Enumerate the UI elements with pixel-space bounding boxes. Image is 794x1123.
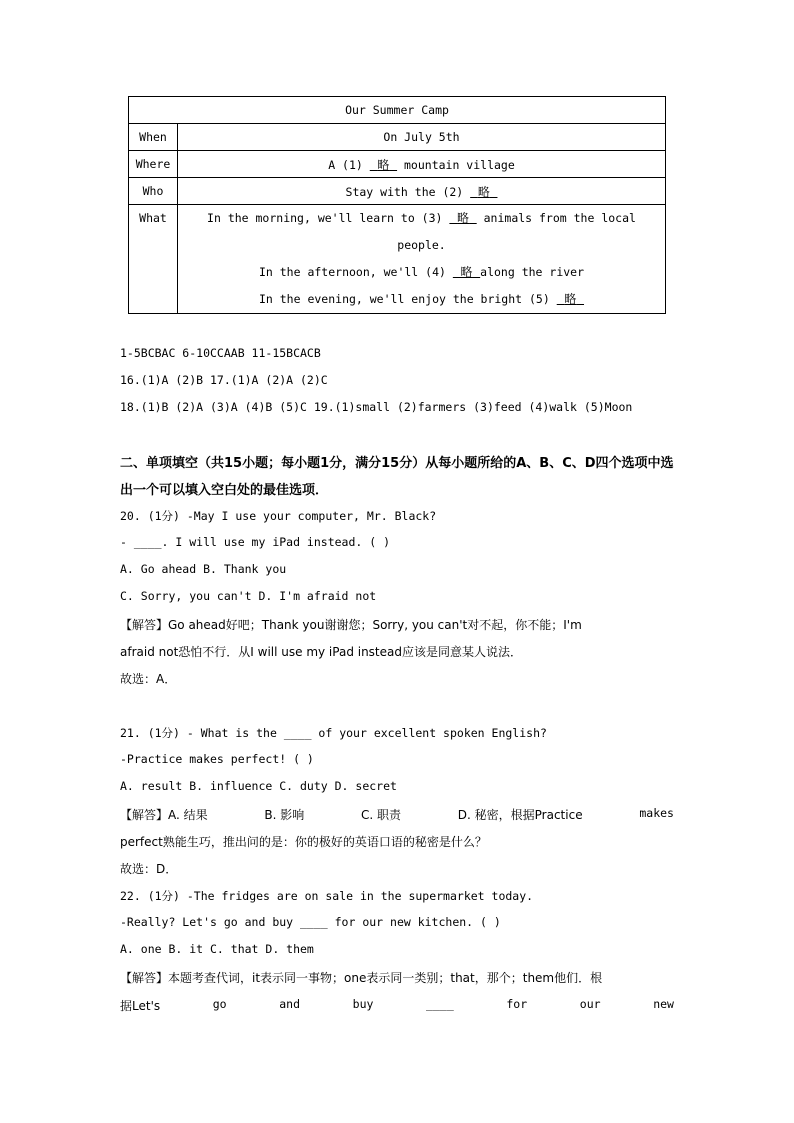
q20-choice: 故选：A． xyxy=(120,672,177,686)
q20-reply: - ____. I will use my iPad instead. ( ) xyxy=(120,535,391,549)
q22-stem: 22. (1分) -The fridges are on sale in the supermarket today. xyxy=(120,889,534,903)
q22-options: A. one B. it C. that D. them xyxy=(120,942,314,956)
q22-analysis-1: 【解答】本题考查代词，it表示同一事物；one表示同一类别；that，那个；them他们．根 xyxy=(120,971,603,985)
where-blank: 略 xyxy=(377,157,390,172)
answer-line-2: 16.(1)A (2)B 17.(1)A (2)A (2)C xyxy=(120,373,328,387)
section-heading: 二、单项填空（共15小题；每小题1分，满分15分）从每小题所给的A、B、C、D四个选项中选出一个可以填入空白处的最佳选项． xyxy=(120,456,674,498)
q20-options-ab: A. Go ahead B. Thank you xyxy=(120,562,287,576)
what-line-3: In the afternoon, we'll (4) 略 along the river xyxy=(258,265,585,279)
row-label-when: When xyxy=(129,124,178,151)
q22-reply: -Really? Let's go and buy ____ for our new kitchen. ( ) xyxy=(120,915,501,929)
where-pre: A (1) xyxy=(328,157,363,172)
row-content-what xyxy=(178,205,666,314)
q22-analysis-2: 据Let's go and buy ____ for our new xyxy=(120,997,674,1013)
what-line-4: In the evening, we'll enjoy the bright (5) 略 xyxy=(258,292,577,306)
q21-choice: 故选：D． xyxy=(120,862,178,876)
row-label-what: What xyxy=(129,205,178,314)
q20-analysis-1: 【解答】Go ahead好吧；Thank you谢谢您；Sorry, you can't对不起，你不能；I'm xyxy=(120,618,582,632)
who-pre: Stay with the (2) xyxy=(345,184,464,199)
what-line-2: people. xyxy=(397,238,446,252)
table-title: Our Summer Camp xyxy=(129,97,666,124)
row-content-who xyxy=(178,178,666,205)
q21-stem: 21. (1分) - What is the ____ of your excellent spoken English? xyxy=(120,726,547,740)
q20-stem: 20. (1分) -May I use your computer, Mr. Black? xyxy=(120,509,437,523)
q21-reply: -Practice makes perfect! ( ) xyxy=(120,752,314,766)
q20-analysis-2: afraid not恐怕不行．从I will use my iPad instead应该是同意某人说法． xyxy=(120,645,522,659)
what-line-1: In the morning, we'll learn to (3) 略 animals from the local xyxy=(207,211,636,225)
who-blank: 略 xyxy=(477,184,490,199)
q20-options-cd: C. Sorry, you can't D. I'm afraid not xyxy=(120,589,377,603)
q21-analysis-1: 【解答】A. 结果 B. 影响 C. 职责 D. 秘密，根据Practice makes xyxy=(120,806,674,822)
answer-line-1: 1-5BCBAC 6-10CCAAB 11-15BCACB xyxy=(120,346,321,360)
summer-camp-table xyxy=(128,96,666,314)
row-label-where: Where xyxy=(129,151,178,178)
row-content-when: On July 5th xyxy=(178,124,666,151)
where-post: mountain village xyxy=(404,157,515,172)
row-content-where xyxy=(178,151,666,178)
q21-options: A. result B. influence C. duty D. secret xyxy=(120,779,397,793)
q21-analysis-2: perfect熟能生巧，推出问的是：你的极好的英语口语的秘密是什么？ xyxy=(120,835,487,849)
answer-line-3: 18.(1)B (2)A (3)A (4)B (5)C 19.(1)small (2)farmers (3)feed (4)walk (5)Moon xyxy=(120,400,633,414)
row-label-who: Who xyxy=(129,178,178,205)
